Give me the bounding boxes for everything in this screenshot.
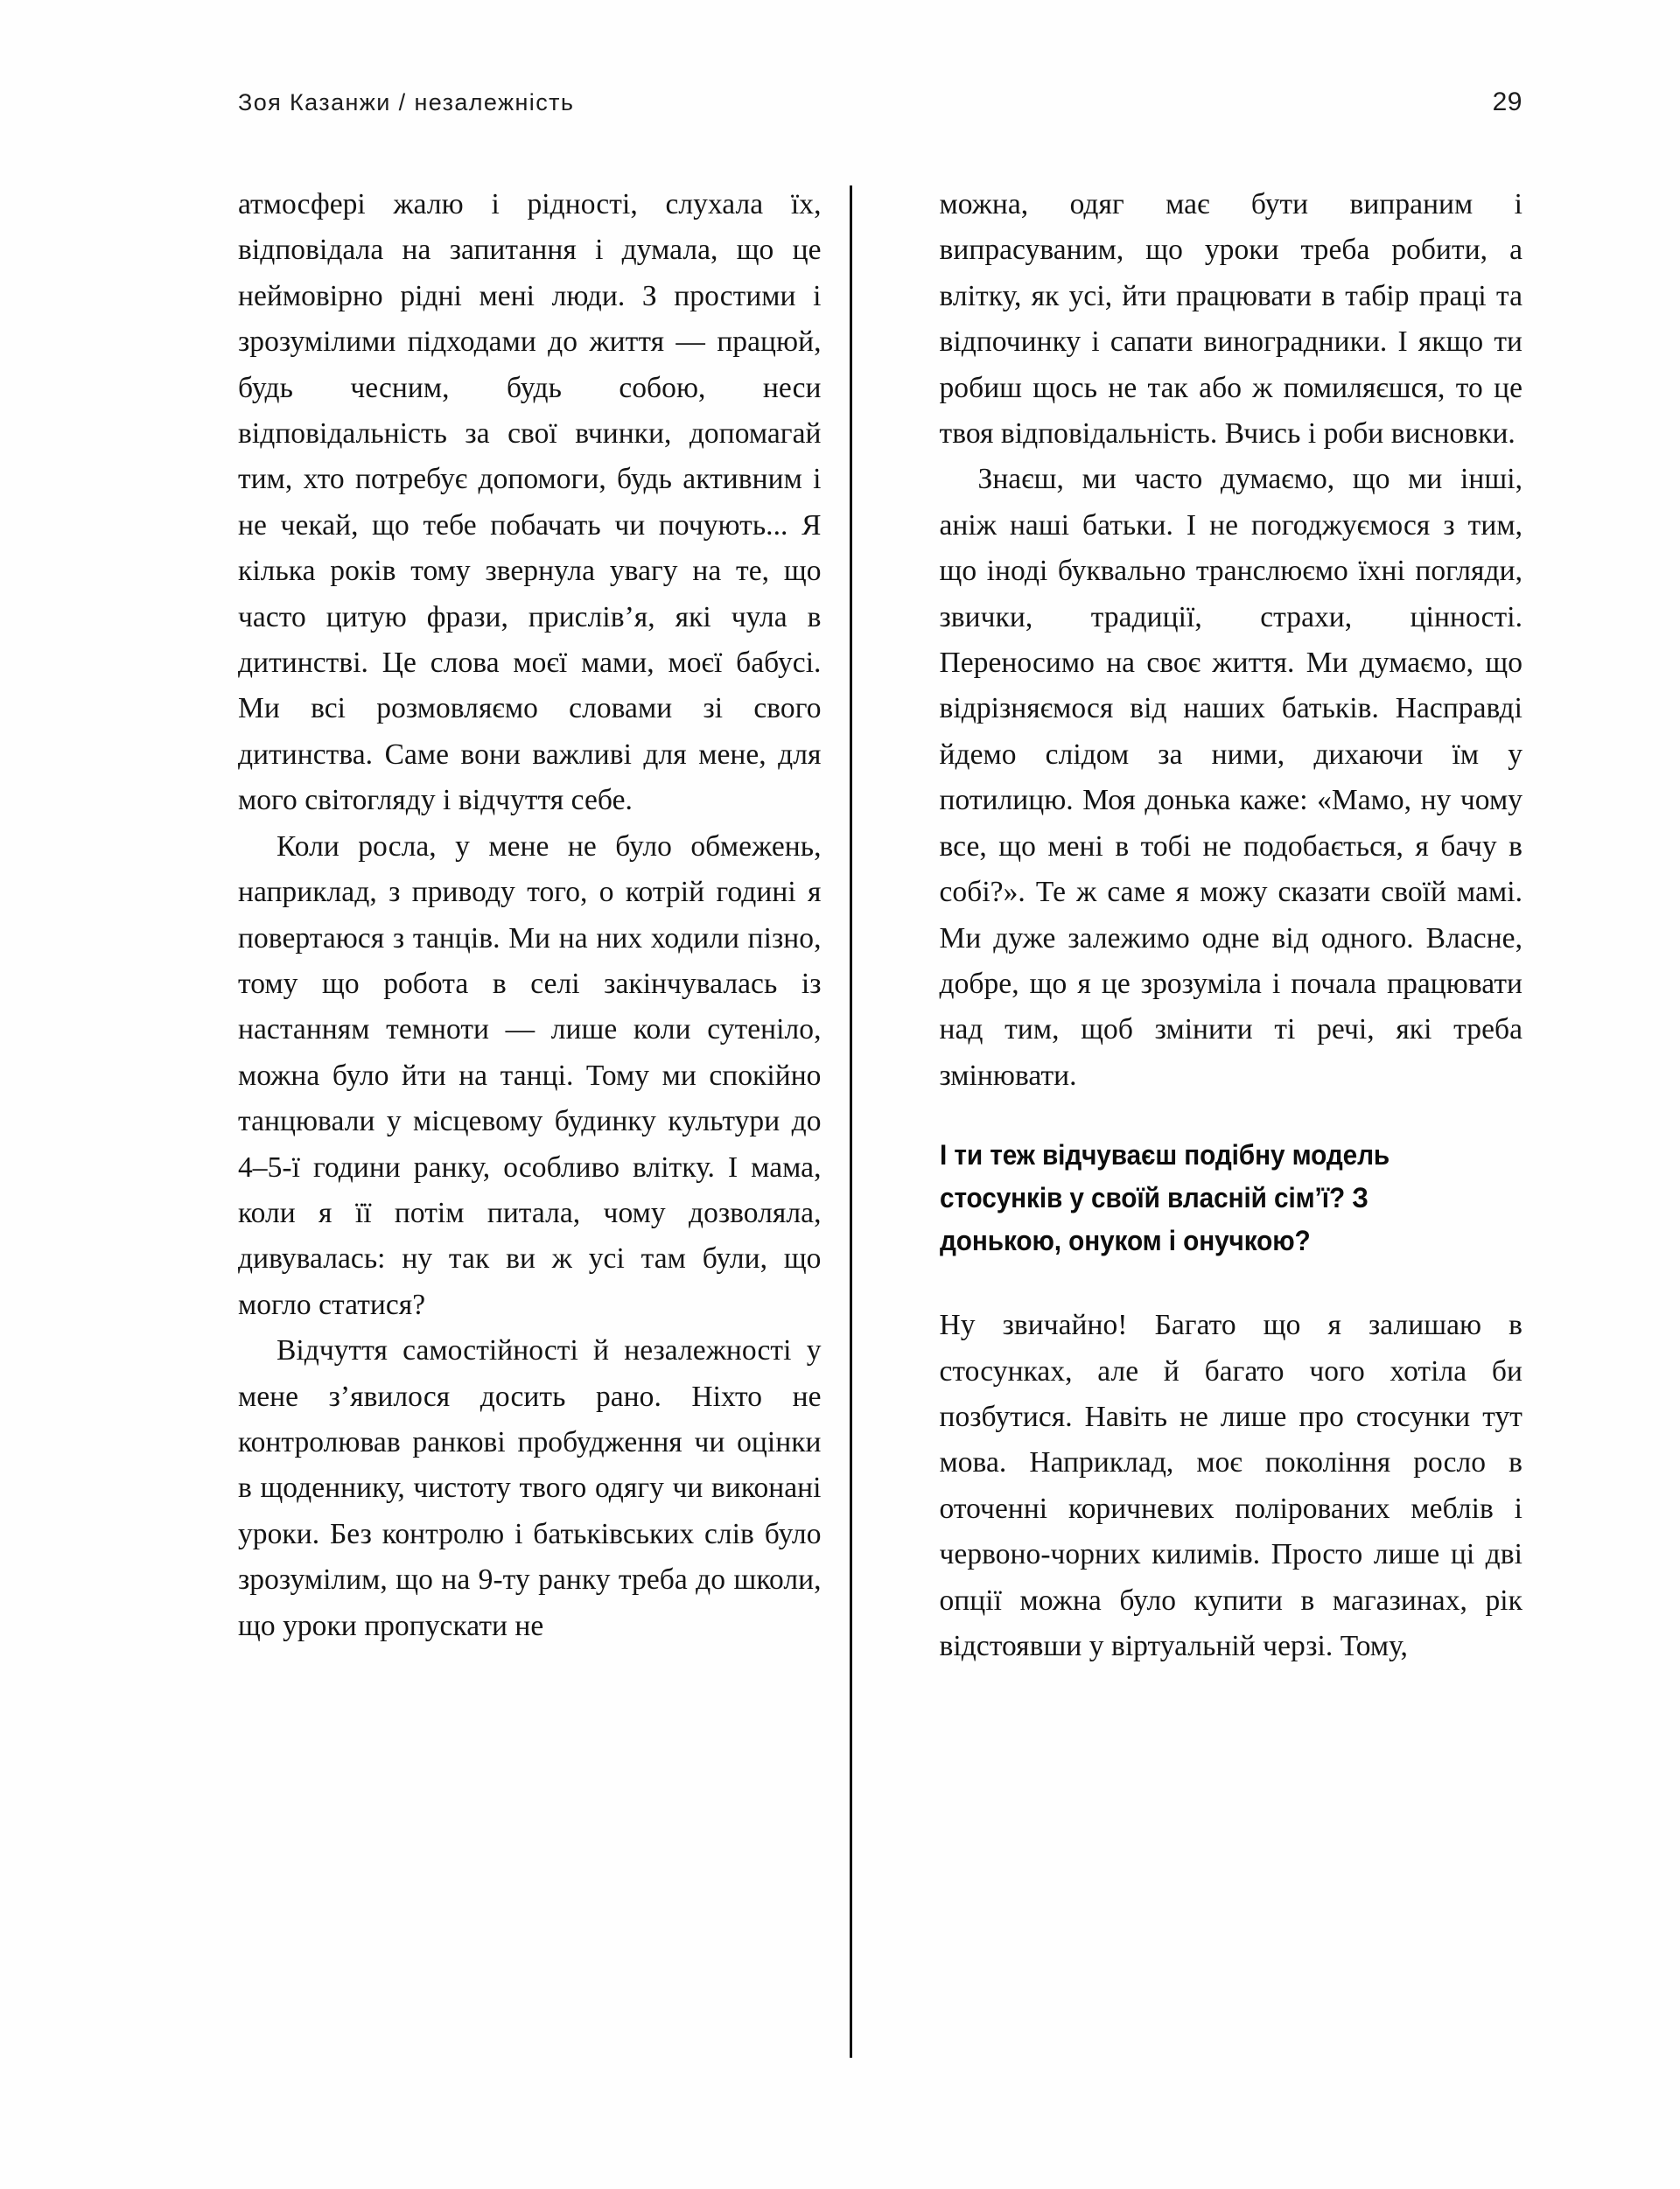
paragraph: можна, одяг має бути випраним і випрасуваним, що уроки треба робити, а влітку, як усі, йти працювати в табір праці та відпочинку і сапати виноградники. І якщо ти робиш щось не так або ж помиляєшся, то це твоя відповідальність. Вчись і роби висновки. [939, 188, 1522, 451]
left-column [238, 182, 822, 2098]
running-head [238, 87, 1522, 126]
paragraph: Ну звичайно! Багато що я залишаю в стосунках, але й багато чого хотіла би позбутися. Навіть не лише про стосунки тут мова. Наприклад, моє покоління росло в оточенні коричневих полірованих меблів і червоно-чорних килимів. Просто лише ці дві опції можна було купити в магазинах, рік відстоявши у віртуальній черзі. Тому, [939, 1309, 1522, 1662]
right-column [940, 182, 1523, 2098]
paragraph: Знаєш, ми часто думаємо, що ми інші, аніж наші батьки. І не погоджуємося з тим, що іноді буквально транслюємо їхні погляди, звички, традиції, страхи, цінності. Переносимо на своє життя. Ми думаємо, що відрізняємося від наших батьків. Насправді йдемо слідом за ними, дихаючи їм у потилицю. Моя донька каже: «Мамо, ну чому все, що мені в тобі не подобається, я бачу в собі?». Те ж саме я можу сказати своїй мамі. Ми дуже залежимо одне від одного. Власне, добре, що я це зрозуміла і почала працювати над тим, щоб змінити ті речі, які треба змінювати. [939, 463, 1522, 1092]
interview-question-heading: І ти теж відчуваєш подібну модель стосунків у своїй власній сім’ї? З донькою, онуком і онучкою? [939, 1139, 1390, 1257]
paragraph: Коли росла, у мене не було обмежень, наприклад, з приводу того, о котрій годині я повертаюся з танців. Ми на них ходили пізно, тому що робота в селі закінчувалась із настанням темноти — лише коли сутеніло, можна було йти на танці. Тому ми спокійно танцювали у місцевому будинку культури до 4–5-ї години ранку, особливо влітку. І мама, коли я її потім питала, чому дозволяла, дивувалась: ну так ви ж усі там були, що могло статися? [238, 829, 822, 1321]
paragraph: Відчуття самостійності й незалежності у мене з’явилося досить рано. Ніхто не контролював ранкові пробудження чи оцінки в щоденнику, чистоту твого одягу чи виконані уроки. Без контролю і батьківських слів було зрозумілим, що на 9-ту ранку треба до школи, що уроки пропускати не [238, 1334, 822, 1642]
paragraph: атмосфері жалю і рідності, слухала їх, відповідала на запитання і думала, що це неймовірно рідні мені люди. З простими і зрозумілими підходами до життя — працюй, будь чесним, будь собою, неси відповідальність за свої вчинки, допомагай тим, хто потребує допомоги, будь активним і не чекай, що тебе побачать чи почують... Я кілька років тому звернула увагу на те, що часто цитую фрази, прислів’я, які чула в дитинстві. Це слова моєї мами, моєї бабусі. Ми всі розмовляємо словами зі свого дитинства. Саме вони важливі для мене, для мого світогляду і відчуття себе. [238, 188, 822, 817]
page-number: 29 [1492, 87, 1522, 116]
column-divider-rule [850, 185, 852, 2058]
running-head-title: Зоя Казанжи / незалежність [238, 89, 575, 115]
two-column-text-body [238, 182, 1522, 2098]
